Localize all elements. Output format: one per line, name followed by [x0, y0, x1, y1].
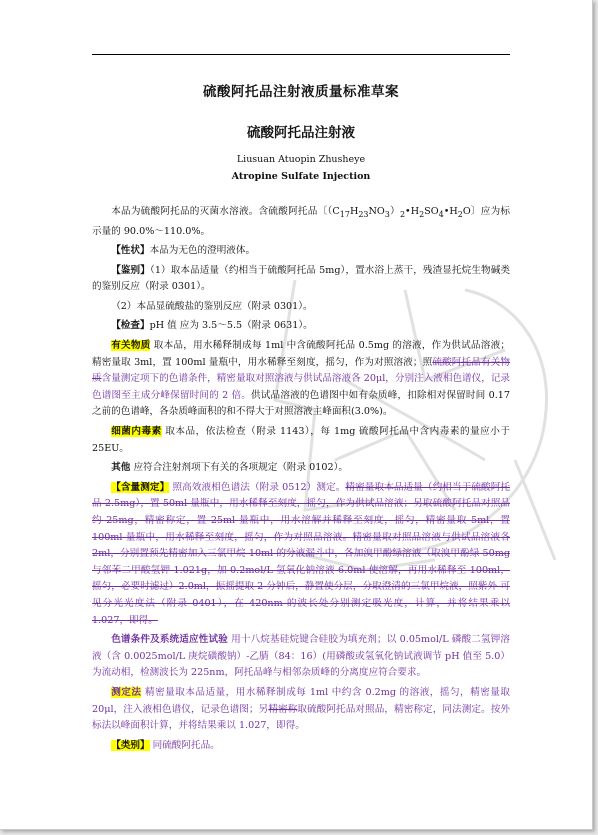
examination-label: 【检查】	[111, 320, 150, 332]
properties-paragraph: 【性状】本品为无色的澄明液体。	[111, 245, 256, 257]
document-body	[92, 80, 510, 754]
endotoxin-paragraph: 细菌内毒素 取本品，依法检查（附录 1143），每 1mg 硫酸阿托品中含内毒素的量应小于 25EU。	[92, 426, 510, 454]
assay-paragraph: 【含量测定】 照高效液相色谱法（附录 0512）测定。精密量取本品适量（约相当于硫酸阿托品 2.5mg），置 50ml 量瓶中，用水稀释至刻度，摇匀，作为供试品溶液；另取硫酸阿托品对照品约 25mg，精密称定，置 25ml 量瓶中，用水溶解并稀释至刻度，摇匀，精密量取 5ml，置 100ml 量瓶中，用水稀释至刻度，摇匀，作为对照品溶液。精密量取对照品溶液与供试品溶液各 2ml，分别置预先精密加入三氯甲烷 10ml 的分液漏斗中，各加溴甲酚绿溶液（取溴甲酚绿 50mg 与邻苯二甲酸氢钾 1.021g，加 0.2mol/L 氢氧化钠溶液 6.0ml 使溶解，再用水稀释至 100ml，摇匀，必要时滤过）2.0ml，振摇提取 2 分钟后，静置使分层，分取澄清的三氯甲烷液，照紫外-可见分光光度法（附录 0401），在 420nm 的波长处分别测定吸光度，计算，并将结果乘以 1.027，即得。	[92, 481, 511, 626]
method-paragraph: 测定法 精密量取本品适量，用水稀释制成每 1ml 中约含 0.2mg 的溶液，摇匀，精密量取 20μl，注入液相色谱仪，记录色谱图；另精密称取硫酸阿托品对照品，精密称定，同法测定。按外标法以峰面积计算，并将结果乘以 1.027，即得。	[92, 686, 511, 732]
category-paragraph: 【类别】 同硫酸阿托品。	[111, 739, 220, 751]
chromatographic-conditions-paragraph: 色谱条件及系统适应性试验 用十八烷基硅烷键合硅胶为填充剂；以 0.05mol/L 磷酸二氢钾溶液（含 0.0025mol/L 庚烷磺酸钠）-乙腈（84：16）(用磷酸或氢氧化钠试液调节 pH 值至 5.0）为流动相，检测波长为 225nm，阿托品峰与相邻杂质峰的分离度应符合要求。	[92, 634, 510, 679]
chrom-label: 色谱条件及系统适应性试验	[111, 634, 228, 646]
drug-name-pinyin: Liusuan Atuopin Zhusheye	[236, 154, 366, 165]
other-label: 其他	[111, 462, 131, 474]
document-title: 硫酸阿托品注射液质量标准草案	[203, 84, 399, 100]
drug-name-cn: 硫酸阿托品注射液	[247, 125, 355, 141]
identification-paragraph: 【鉴别】（1）取本品适量（约相当于硫酸阿托品 5mg），置水浴上蒸干，残渣显托烷生物碱类的鉴别反应（附录 0301）。	[92, 264, 510, 293]
assay-deleted-text: 精密量取本品适量（约相当于硫酸阿托品 2.5mg），置 50ml 量瓶中，用水稀释至刻度，摇匀，作为供试品溶液；另取硫酸阿托品对照品约 25mg，精密称定，置 25ml 量瓶中，用水溶解并稀释至刻度，摇匀，精密量取 5ml，置 100ml 量瓶中，用水稀释至刻度，摇匀，作为对照品溶液。精密量取对照品溶液与供试品溶液各 2ml，分别置预先精密加入三氯甲烷 10ml 的分液漏斗中，各加溴甲酚绿溶液（取溴甲酚绿 50mg 与邻苯二甲酸氢钾 1.021g，加 0.2mol/L 氢氧化钠溶液 6.0ml 使溶解，再用水稀释至 100ml，摇匀，必要时滤过）2.0ml，振摇提取 2 分钟后，静置使分层，分取澄清的三氯甲烷液，照紫外-可见分光光度法（附录 0401），在 420nm 的波长处分别测定吸光度，计算，并将结果乘以 1.027，即得。	[92, 481, 511, 626]
assay-label: 【含量测定】	[111, 481, 170, 493]
header-rule	[92, 54, 510, 55]
identification-item-2: （2）本品显硫酸盐的鉴别反应（附录 0301）。	[111, 300, 313, 312]
endotoxin-label: 细菌内毒素	[111, 426, 162, 438]
drug-name-en: Atropine Sulfate Injection	[231, 171, 371, 182]
method-label: 测定法	[111, 686, 142, 698]
related-substances-paragraph: 有关物质 取本品，用水稀释制成每 1ml 中含硫酸阿托品 0.5mg 的溶液，作为供试品溶液；精密量取 3ml，置 100ml 量瓶中，用水稀释至刻度，摇匀，作为对照溶液；照硫酸阿托品有关物质含量测定项下的色谱条件，精密量取对照溶液与供试品溶液各 20μl，分别注入液相色谱仪，记录色谱图至主成分峰保留时间的 2 倍。供试品溶液的色谱图中如有杂质峰，扣除相对保留时间 0.17 之前的色谱峰，各杂质峰面积的和不得大于对照溶液主峰面积(3.0%)。	[92, 340, 511, 418]
identification-label: 【鉴别】	[111, 264, 150, 276]
properties-label: 【性状】	[111, 245, 150, 257]
category-label: 【类别】	[111, 739, 150, 751]
examination-paragraph: 【检查】pH 值 应为 3.5～5.5（附录 0631）。	[111, 320, 313, 332]
intro-paragraph: 本品为硫酸阿托品的灭菌水溶液。含硫酸阿托品〔$(C_{17}H_{23}NO_3)_2•H_2SO_4•H_2O$〕应为标示量的 90.0%～110.0%。	[92, 206, 510, 237]
other-paragraph: 其他 应符合注射剂项下有关的各项规定（附录 0102）。	[111, 462, 348, 474]
related-substances-label: 有关物质	[111, 340, 151, 352]
